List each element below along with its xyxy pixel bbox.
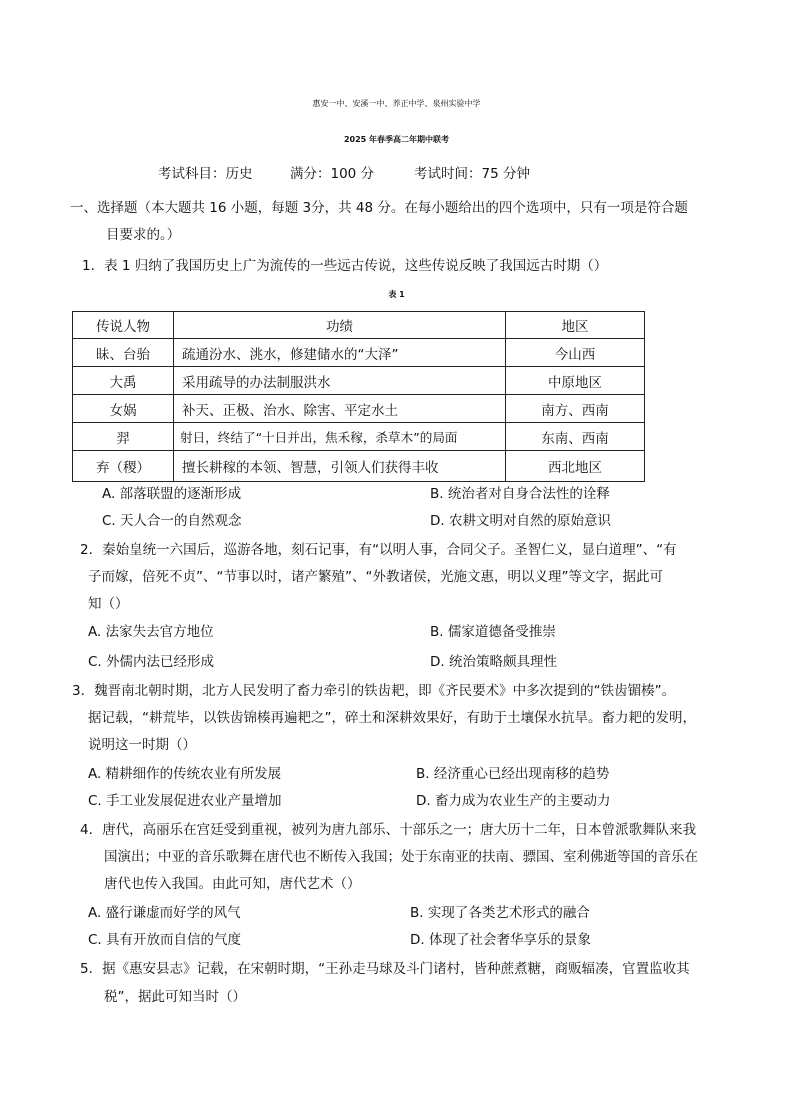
table-cell: 羿 [73,423,174,451]
school-names: 惠安一中、安溪一中、养正中学、泉州实验中学 [312,99,481,108]
option-d: D. 统治策略颇具理性 [430,654,557,670]
legend-table [72,311,645,482]
exam-subject: 考试科目：历史 [158,166,253,182]
table-header-row [73,312,645,339]
option-b: B. 实现了各类艺术形式的融合 [410,905,590,921]
exam-title: 2025 年春季高二年期中联考 [343,135,450,144]
table-cell: 弃（稷） [73,451,174,482]
exam-full-score: 满分：100 分 [290,166,375,182]
question-2-line1: 2．秦始皇统一六国后，巡游各地，刻石记事，有“以明人事，合同父子。圣智仁义，显白道理”、“有 [80,542,677,558]
option-b: B. 经济重心已经出现南移的趋势 [416,766,610,782]
question-4-line3: 唐代也传入我国。由此可知，唐代艺术（） [104,876,361,892]
table-cell: 东南、西南 [506,423,645,451]
table-cell: 西北地区 [506,451,645,482]
option-b: B. 统治者对自身合法性的诠释 [430,486,610,502]
question-3-line2: 据记载，“耕荒毕，以铁齿锦楱再遍耙之”，碎土和深耕效果好，有助于土壤保水抗旱。畜力耙的发明， [88,710,696,726]
option-b: B. 儒家道德备受推崇 [430,624,556,640]
question-5-line2: 税”，据此可知当时（） [104,989,246,1005]
table-row [73,339,645,367]
option-d: D. 畜力成为农业生产的主要动力 [416,793,611,809]
table-1-title: 表 1 [388,290,405,299]
section-heading: 一、选择题（本大题共 16 小题，每题 3分，共 48 分。在每小题给出的四个选项中，只有一项是符合题 [70,200,688,216]
option-c: C. 外儒内法已经形成 [88,654,215,670]
question-2-line2: 子而嫁，倍死不贞”、“节事以时，诸产繁殖”、“外教诸侯，光施文惠，明以义理”等文字，据此可 [88,569,663,585]
table-cell: 射日，终结了“十日并出，焦禾稼，杀草木”的局面 [174,423,506,451]
option-a: A. 法家失去官方地位 [88,624,214,640]
option-d: D. 农耕文明对自然的原始意识 [430,513,611,529]
option-a: A. 盛行谦虚而好学的风气 [88,905,241,921]
table-header: 地区 [506,312,645,339]
question-4-line2: 国演出；中亚的音乐歌舞在唐代也不断传入我国；处于东南亚的扶南、骠国、室利佛逝等国的音乐在 [104,849,698,865]
option-d: D. 体现了社会奢华享乐的景象 [410,932,591,948]
table-row [73,423,645,451]
question-2-line3: 知（） [88,596,129,612]
table-cell: 女娲 [73,395,174,423]
table-cell: 疏通汾水、洮水，修建储水的“大泽” [174,339,506,367]
table-cell: 南方、西南 [506,395,645,423]
question-3-line3: 说明这一时期（） [88,737,196,753]
question-3-line1: 3．魏晋南北朝时期，北方人民发明了畜力牵引的铁齿耙，即《齐民要术》中多次提到的“铁齿镅楱”。 [72,683,676,699]
table-header: 功绩 [174,312,506,339]
table-row [73,395,645,423]
question-5-line1: 5．据《惠安县志》记载，在宋朝时期，“王孙走马球及斗门诸村，皆种蔗煮糖，商贩辐凑，官置监收其 [80,961,690,977]
table-cell: 擅长耕稼的本领、智慧，引领人们获得丰收 [174,451,506,482]
table-cell: 补天、正极、治水、除害、平定水土 [174,395,506,423]
option-a: A. 精耕细作的传统农业有所发展 [88,766,282,782]
question-1-stem: 1．表 1 归纳了我国历史上广为流传的一些远古传说，这些传说反映了我国远古时期（） [82,258,608,274]
option-c: C. 天人合一的自然观念 [102,513,242,529]
option-a: A. 部落联盟的逐渐形成 [102,486,242,502]
option-c: C. 具有开放而自信的气度 [88,932,242,948]
table-cell: 采用疏导的办法制服洪水 [174,367,506,395]
exam-time: 考试时间：75 分钟 [414,166,530,182]
table-row [73,367,645,395]
table-cell: 今山西 [506,339,645,367]
table-cell: 中原地区 [506,367,645,395]
table-cell: 大禹 [73,367,174,395]
section-heading-cont: 目要求的。） [106,227,181,243]
question-4-line1: 4．唐代，高丽乐在宫廷受到重视，被列为唐九部乐、十部乐之一；唐大历十二年，日本曾派歌舞队来我 [80,822,697,838]
option-c: C. 手工业发展促进农业产量增加 [88,793,282,809]
table-row [73,451,645,482]
table-header: 传说人物 [73,312,174,339]
table-cell: 昧、台骀 [73,339,174,367]
